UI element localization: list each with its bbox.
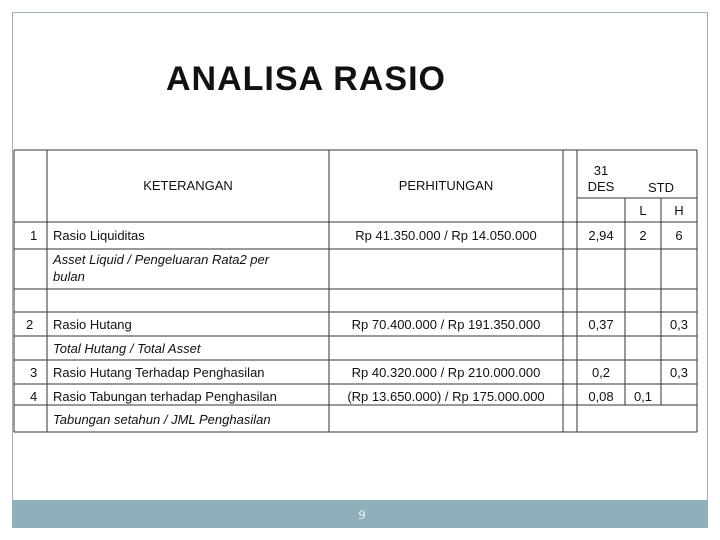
header-perhitungan: PERHITUNGAN (398, 178, 494, 193)
page-title: ANALISA RASIO (166, 60, 446, 98)
row-4-note: Tabungan setahun / JML Penghasilan (53, 412, 271, 427)
row-3-keterangan: Rasio Hutang Terhadap Penghasilan (53, 365, 265, 380)
row-1-number: 1 (30, 228, 38, 243)
row-1-std-h: 6 (675, 228, 683, 243)
row-1-note-line1: Asset Liquid / Pengeluaran Rata2 per (53, 252, 270, 267)
header-std: STD (648, 180, 674, 195)
header-std-l: L (639, 203, 647, 218)
row-3-number: 3 (30, 365, 38, 380)
row-2-perhitungan: Rp 70.400.000 / Rp 191.350.000 (351, 317, 541, 332)
row-3-perhitungan: Rp 40.320.000 / Rp 210.000.000 (351, 365, 541, 380)
row-1-perhitungan: Rp 41.350.000 / Rp 14.050.000 (355, 228, 537, 243)
row-4-keterangan: Rasio Tabungan terhadap Penghasilan (53, 389, 277, 404)
row-3-des: 0,2 (591, 365, 611, 380)
row-1-des: 2,94 (588, 228, 614, 243)
page-number: 9 (358, 507, 366, 522)
row-2-note: Total Hutang / Total Asset (53, 341, 201, 356)
row-1-note-line2: bulan (53, 269, 85, 284)
row-2-keterangan: Rasio Hutang (53, 317, 132, 332)
header-31: 31 (593, 163, 609, 178)
row-4-des: 0,08 (588, 389, 614, 404)
header-keterangan: KETERANGAN (143, 178, 233, 193)
row-4-number: 4 (30, 389, 38, 404)
row-2-number: 2 (26, 317, 34, 332)
row-4-std-l: 0,1 (633, 389, 653, 404)
row-1-keterangan: Rasio Liquiditas (53, 228, 145, 243)
row-2-des: 0,37 (588, 317, 614, 332)
header-des: DES (587, 179, 615, 194)
row-4-perhitungan: (Rp 13.650.000) / Rp 175.000.000 (347, 389, 545, 404)
row-3-std-h: 0,3 (669, 365, 689, 380)
header-std-h: H (674, 203, 684, 218)
row-1-std-l: 2 (639, 228, 647, 243)
row-2-std-h: 0,3 (669, 317, 689, 332)
